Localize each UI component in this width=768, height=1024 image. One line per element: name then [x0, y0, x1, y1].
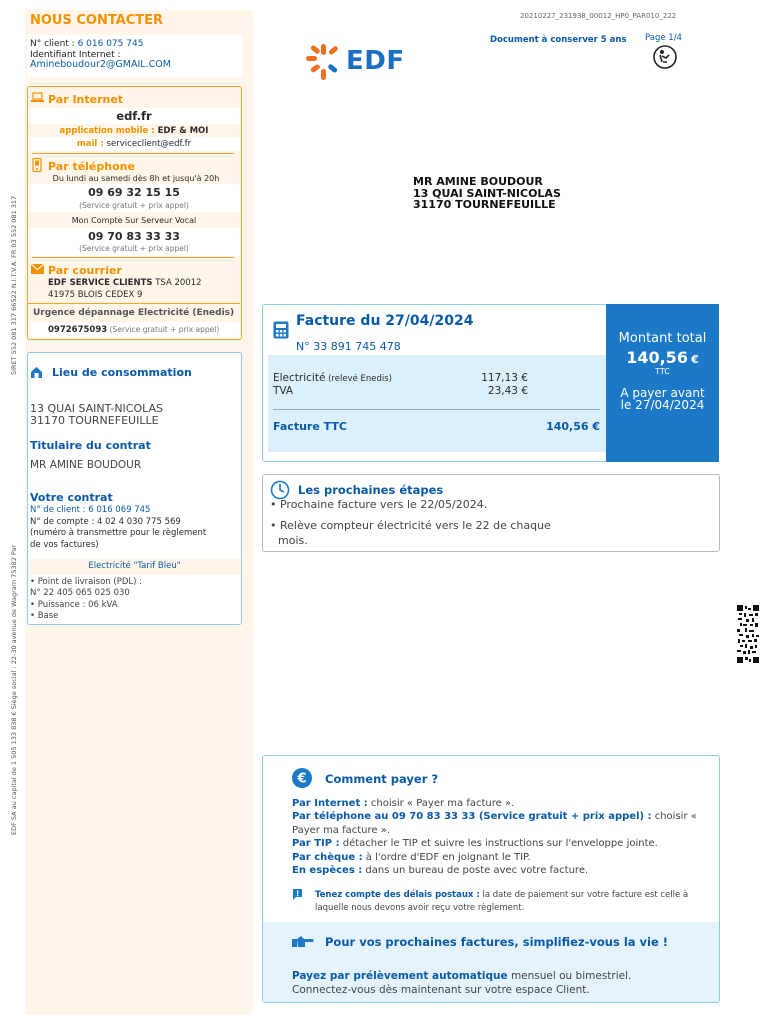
keep-note: Document à conserver 5 ans: [490, 35, 627, 45]
promo-line-1: [292, 970, 631, 982]
client-number-line: [30, 39, 143, 49]
steps-title: Les prochaines étapes: [298, 483, 444, 497]
edf-site-link[interactable]: edf.fr: [116, 109, 152, 123]
contrat-client-line: [30, 505, 150, 515]
phone-hours: Du lundi au samedi dès 8h et jusqu'à 20h: [52, 174, 220, 183]
warning-line-2: laquelle nous devons avoir reçu votre règlement.: [315, 903, 525, 913]
ident-label: Identifiant Internet :: [30, 50, 121, 60]
client-label: N° client :: [30, 39, 78, 49]
option-base: • Base: [30, 611, 59, 621]
warning-icon: [292, 889, 303, 904]
pay-especes-label: En espèces :: [292, 865, 363, 877]
divider: [32, 257, 234, 258]
phone-vocal: Mon Compte Sur Serveur Vocal: [71, 216, 197, 225]
euro-icon: [292, 768, 312, 791]
ttc-label: Facture TTC: [273, 420, 347, 433]
promo-prelevement[interactable]: Payez par prélèvement automatique: [292, 970, 508, 982]
contrat-client-label: N° de client :: [30, 505, 89, 515]
recycle-icon: [653, 45, 677, 69]
titulaire-name: MR AMINE BOUDOUR: [30, 459, 142, 471]
app-line: [28, 126, 240, 136]
post-tsa: TSA 20012: [152, 278, 202, 288]
pay-phone-label: Par téléphone au 09 70 83 33 33 (Service gratuit + prix appel) :: [292, 811, 652, 823]
steps-item-2a: • Relève compteur électricité vers le 22 de chaque: [270, 519, 551, 532]
post-line-2: 41975 BLOIS CEDEX 9: [48, 290, 143, 300]
warning-line-1: [315, 889, 710, 902]
recipient-name: MR AMINE BOUDOUR: [413, 175, 543, 188]
app-label: application mobile :: [59, 126, 158, 136]
pay-tip-text: détacher le TIP et suivre les instructions sur l'enveloppe jointe.: [339, 838, 658, 850]
pay-phone-text: choisir «: [651, 811, 697, 823]
warning-rest: la date de paiement sur votre facture est celle à: [479, 890, 689, 900]
total-box: [606, 304, 719, 462]
invoice-divider: [273, 409, 600, 410]
house-icon: [30, 366, 43, 382]
doc-reference: 20210227_231938_00012_HP0_PAR010_222: [520, 12, 677, 20]
steps-item-2b: mois.: [278, 534, 308, 547]
mail-value[interactable]: serviceclient@edf.fr: [106, 139, 192, 149]
post-service: EDF SERVICE CLIENTS: [48, 278, 153, 288]
recipient-street: 13 QUAI SAINT-NICOLAS: [413, 186, 561, 200]
tva-amount: 23,43 €: [487, 385, 528, 397]
urgence-note: (Service gratuit + prix appel): [107, 325, 220, 334]
mail-label: mail :: [76, 139, 107, 149]
elec-note: (relevé Enedis): [325, 374, 393, 384]
pay-tip: [292, 837, 702, 850]
total-label: Montant total: [618, 331, 707, 346]
edf-flower-icon: [304, 42, 344, 82]
lieu-city: 31170 TOURNEFEUILLE: [30, 413, 159, 427]
contrat-compte-note-1: (numéro à transmettre pour le règlement: [30, 528, 207, 538]
tva-label: TVA: [273, 385, 294, 397]
invoice-title: Facture du 27/04/2024: [296, 313, 474, 329]
warning-label: Tenez compte des délais postaux :: [315, 890, 480, 900]
total-due-2: le 27/04/2024: [620, 398, 705, 412]
phone-number-2[interactable]: 09 70 83 33 33: [88, 230, 180, 243]
contrat-compte-note-2: de vos factures): [30, 540, 99, 550]
tarif-label: Electricité "Tarif Bleu": [88, 561, 181, 571]
lieu-address: [30, 403, 163, 426]
post-title: Par courrier: [48, 264, 122, 277]
puissance: • Puissance : 06 kVA: [30, 600, 118, 610]
phone-note-2: (Service gratuit + prix appel): [79, 244, 189, 253]
pay-lines: [292, 797, 702, 877]
internet-title: Par Internet: [48, 93, 124, 106]
total-amount-line: [606, 348, 719, 367]
promo-frequency: mensuel ou bimestriel.: [507, 970, 632, 982]
mail-line: [28, 139, 240, 149]
contact-channels-box: [27, 86, 242, 340]
client-number: 6 016 075 745: [77, 39, 144, 49]
urgence-title: Urgence dépannage Electricité (Enedis): [33, 308, 235, 318]
phone-icon: [32, 158, 42, 175]
legal-siret: SIRET 552 081 317 66522 N.I.T.V.A. FR 03 552 081 317: [10, 195, 18, 375]
pay-cheque: [292, 851, 702, 864]
page-indicator: Page 1/4: [645, 33, 682, 43]
legal-capital: EDF SA au capital de 1 505 133 838 € Siège social : 22-30 avenue de Wagram 75382 Par: [10, 544, 18, 835]
pay-cheque-label: Par chèque :: [292, 851, 363, 863]
edf-logo-text: EDF: [346, 46, 405, 76]
recipient-city: 31170 TOURNEFEUILLE: [413, 198, 556, 211]
contrat-compte: N° de compte : 4 02 4 030 775 569: [30, 517, 181, 527]
elec-row: [273, 372, 392, 384]
urgence-line: [48, 325, 219, 335]
pointing-hand-icon: [292, 935, 314, 952]
total-amount: 140,56: [626, 348, 688, 367]
phone-title: Par téléphone: [48, 160, 135, 173]
pay-internet: [292, 797, 702, 810]
envelope-icon: [31, 264, 44, 277]
pay-tip-label: Par TIP :: [292, 838, 340, 850]
qr-code: [737, 605, 759, 663]
promo-line-2: Connectez-vous dès maintenant sur votre espace Client.: [292, 984, 590, 996]
total-due-1: A payer avant: [620, 386, 705, 400]
pdl-value: N° 22 405 065 025 030: [30, 588, 130, 598]
elec-label: Electricité: [273, 372, 326, 384]
divider: [28, 303, 240, 304]
post-line-1: [48, 278, 202, 288]
promo-title: Pour vos prochaines factures, simplifiez-vous la vie !: [325, 935, 669, 949]
ttc-amount: 140,56 €: [546, 420, 600, 433]
warning-text: [315, 889, 710, 915]
contrat-title: Votre contrat: [30, 491, 113, 504]
urgence-number[interactable]: 0972675093: [48, 325, 108, 335]
pay-cheque-text: à l'ordre d'EDF en joignant le TIP.: [362, 851, 531, 863]
lieu-title: Lieu de consommation: [52, 366, 192, 379]
total-ttc: TTC: [655, 367, 670, 376]
pay-internet-label: Par Internet :: [292, 798, 368, 809]
email-link[interactable]: Amineboudour2@GMAIL.COM: [30, 59, 171, 70]
lieu-street: 13 QUAI SAINT-NICOLAS: [30, 402, 164, 415]
titulaire-title: Titulaire du contrat: [30, 439, 151, 452]
steps-item-1: • Prochaine facture vers le 22/05/2024.: [270, 498, 488, 511]
invoice-number: N° 33 891 745 478: [296, 340, 401, 353]
pay-phone: [292, 810, 702, 823]
app-value: EDF & MOI: [157, 126, 209, 136]
laptop-icon: [31, 92, 44, 106]
svg-text:€: €: [297, 771, 307, 787]
contact-title: NOUS CONTACTER: [30, 13, 164, 28]
elec-amount: 117,13 €: [481, 372, 528, 384]
pay-title: Comment payer ?: [325, 772, 439, 786]
recipient-address: [413, 176, 561, 211]
pay-internet-text: choisir « Payer ma facture ».: [367, 798, 515, 809]
phone-number-1[interactable]: 09 69 32 15 15: [88, 186, 180, 199]
total-currency: €: [691, 353, 699, 366]
pay-phone-2: Payer ma facture ».: [292, 824, 391, 836]
pay-especes-text: dans un bureau de poste avec votre facture.: [362, 865, 589, 877]
edf-logo: [304, 42, 414, 82]
contrat-client-number: 6 016 069 745: [88, 505, 151, 515]
pdl-label: • Point de livraison (PDL) :: [30, 577, 142, 587]
pay-especes: [292, 864, 702, 877]
phone-note-1: (Service gratuit + prix appel): [79, 201, 189, 210]
calculator-icon: [273, 321, 289, 342]
divider: [32, 153, 234, 154]
invoice-detail: [268, 355, 606, 452]
